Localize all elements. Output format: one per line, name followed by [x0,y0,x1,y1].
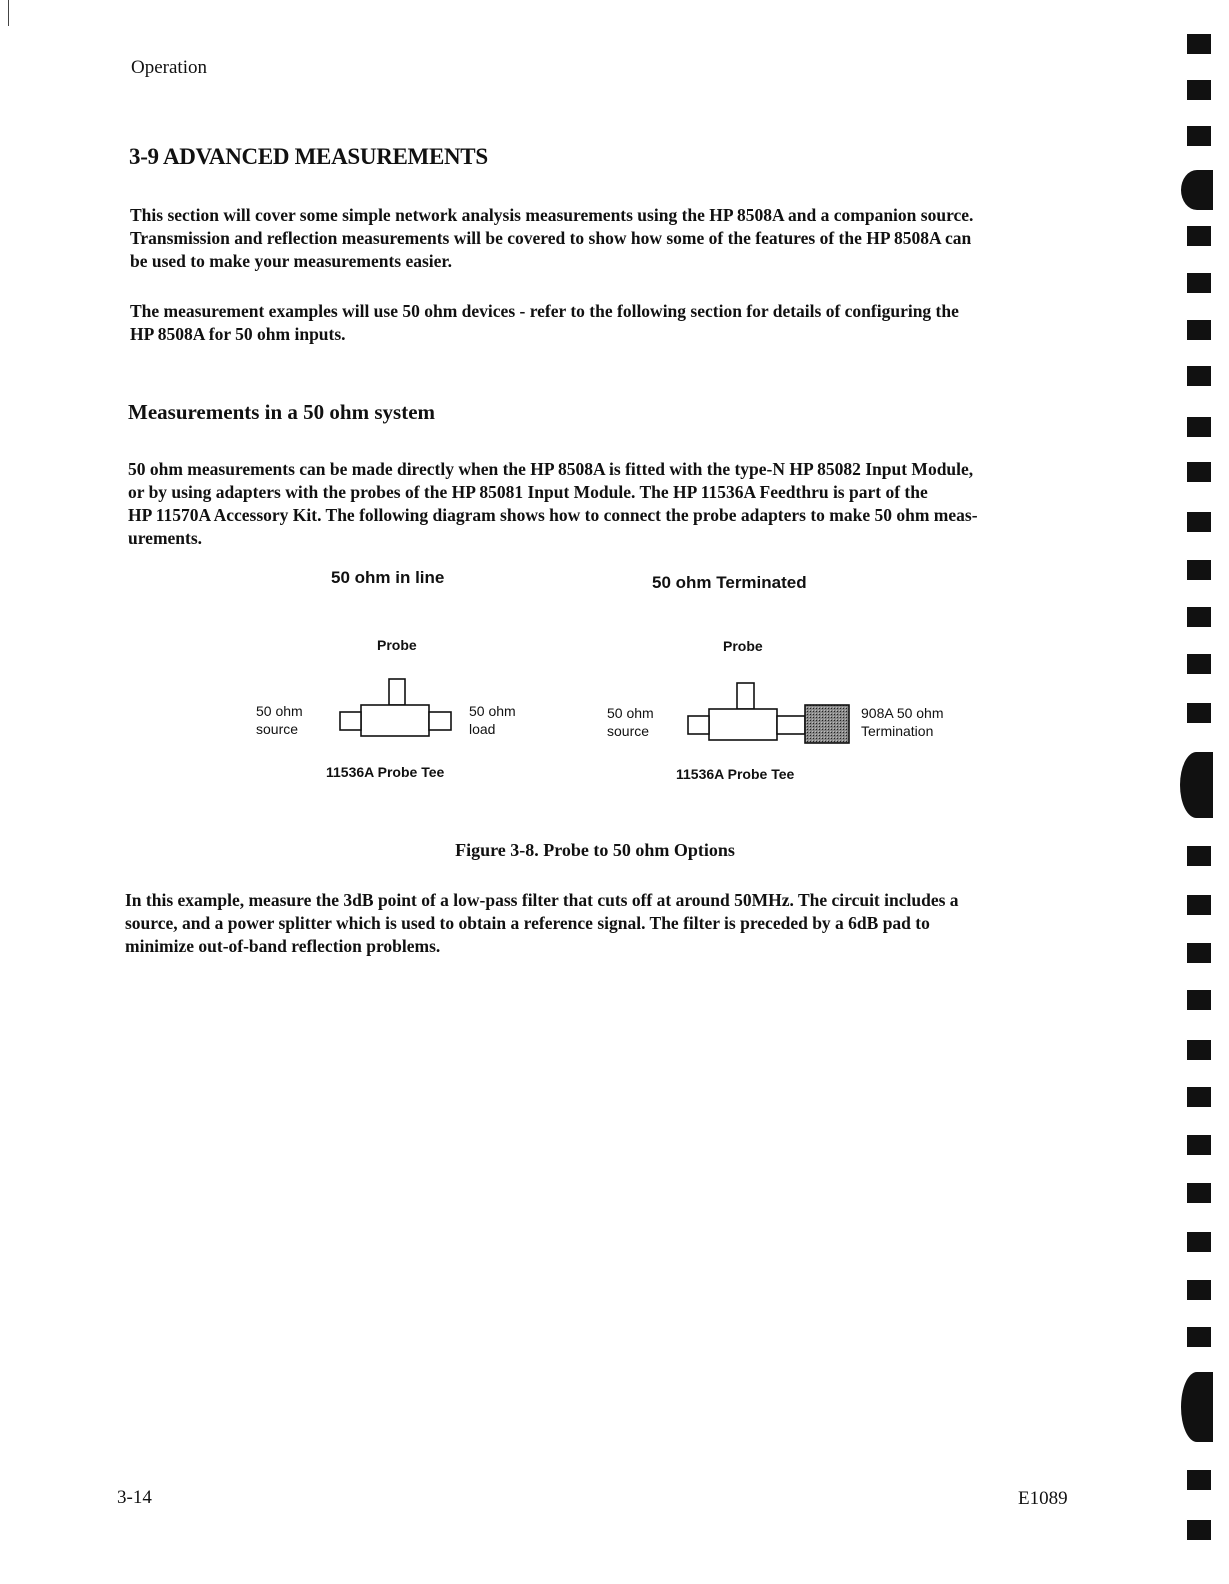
binder-hole [1187,417,1211,437]
binder-hole [1187,1280,1211,1300]
terminated-source-connector [688,716,709,734]
terminated-load-connector [777,716,805,734]
inline-load-connector [429,712,451,730]
inline-probe-stub [389,679,405,705]
scan-edge-mark [8,0,9,26]
binder-hole [1187,320,1211,340]
binder-hole [1187,1232,1211,1252]
inline-source-label: 50 ohm source [256,703,303,737]
text-line: HP 8508A for 50 ohm inputs. [130,324,346,344]
example-paragraph [125,889,1070,958]
text-line: HP 11570A Accessory Kit. The following diagram shows how to connect the probe adapters to make 50 ohm meas- [128,505,978,525]
terminated-probe-stub [737,683,754,709]
inline-probe-label: Probe [377,637,417,653]
binder-hole [1187,1040,1211,1060]
binder-hole [1187,366,1211,386]
text-line: 50 ohm measurements can be made directly when the HP 8508A is fitted with the type-N HP 85082 Input Module, [128,459,974,479]
inline-diagram-title: 50 ohm in line [331,568,445,587]
document-code: E1089 [1018,1488,1068,1509]
text-line: minimize out-of-band reflection problems. [125,936,441,956]
binder-hole [1187,1183,1211,1203]
section-title: 3-9 ADVANCED MEASUREMENTS [129,144,488,169]
text-line: source, and a power splitter which is used to obtain a reference signal. The filter is preceded by a 6dB pad to [125,913,930,933]
binder-ring [1180,752,1213,818]
binder-hole [1187,990,1211,1010]
binder-hole [1187,1520,1211,1540]
inline-load-label: 50 ohm load [469,703,516,737]
text-line: urements. [128,528,203,548]
binder-hole [1187,226,1211,246]
terminated-tee-label: 11536A Probe Tee [676,766,795,782]
binder-ring [1181,1372,1213,1442]
termination-block [805,705,849,743]
terminated-source-label: 50 ohm source [607,705,654,739]
text-line: be used to make your measurements easier. [130,251,452,271]
figure-caption: Figure 3-8. Probe to 50 ohm Options [455,840,735,860]
binder-hole [1187,1087,1211,1107]
inline-tee-body [361,705,429,736]
terminated-tee-body [709,709,777,740]
binder-hole [1187,273,1211,293]
binder-hole [1187,943,1211,963]
page-number: 3-14 [117,1487,152,1508]
inline-tee-label: 11536A Probe Tee [326,764,445,780]
terminated-probe-tee [688,683,849,743]
binder-ring [1181,170,1213,210]
binder-hole [1187,607,1211,627]
inline-probe-tee [340,679,451,736]
text-line: This section will cover some simple network analysis measurements using the HP 8508A and a companion source. [130,205,974,225]
binder-hole [1187,703,1211,723]
binder-hole [1187,126,1211,146]
text-line: In this example, measure the 3dB point of a low-pass filter that cuts off at around 50MHz. The circuit includes a [125,890,959,910]
binder-hole [1187,895,1211,915]
inline-source-connector [340,712,361,730]
running-header: Operation [131,57,207,78]
terminated-probe-label: Probe [723,638,763,654]
binder-hole [1187,1470,1211,1490]
terminated-diagram-title: 50 ohm Terminated [652,573,807,592]
subsection-title: Measurements in a 50 ohm system [128,400,436,424]
binder-hole [1187,1327,1211,1347]
binder-hole [1187,512,1211,532]
terminated-termination-label: 908A 50 ohm Termination [861,705,944,739]
binder-hole [1187,846,1211,866]
binder-hole [1187,1135,1211,1155]
text-line: or by using adapters with the probes of the HP 85081 Input Module. The HP 11536A Feedthru is part of the [128,482,928,502]
binder-hole [1187,462,1211,482]
text-line: Transmission and reflection measurements will be covered to show how some of the features of the HP 8508A can [130,228,972,248]
binder-hole [1187,34,1211,54]
binder-hole [1187,560,1211,580]
binder-hole [1187,654,1211,674]
binder-hole [1187,80,1211,100]
text-line: The measurement examples will use 50 ohm devices - refer to the following section for details of configuring the [130,301,959,321]
